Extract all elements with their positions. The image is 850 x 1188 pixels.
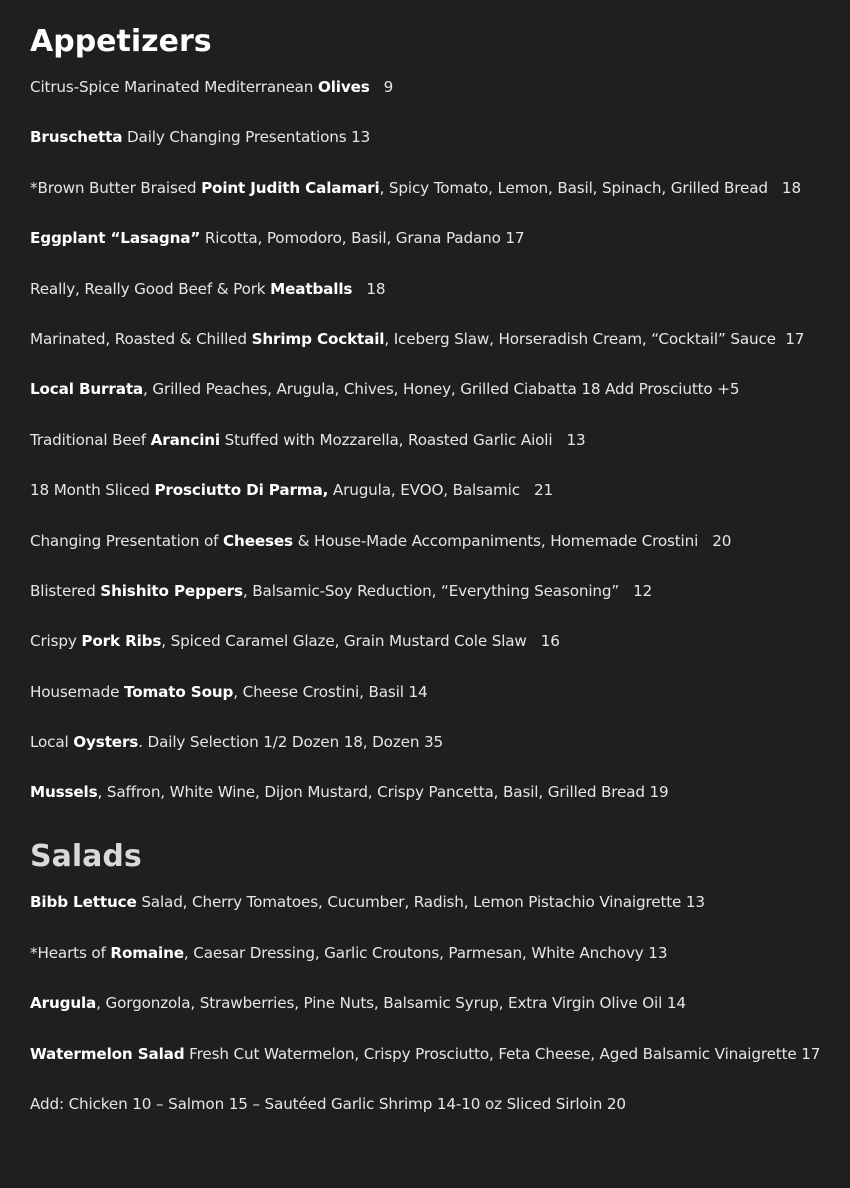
menu-item-description: , Iceberg Slaw, Horseradish Cream, “Cocktail” Sauce 17 [384,329,805,348]
menu-item-name: Shrimp Cocktail [251,329,385,348]
menu-item-name: Arugula [30,994,97,1013]
menu-item-name: Shishito Peppers [100,581,243,600]
menu-item-description: Fresh Cut Watermelon, Crispy Prosciutto, Feta Cheese, Aged Balsamic Vinaigrette 17 [184,1044,821,1063]
menu-item-name: Pork Ribs [81,632,162,651]
menu-item-prefix: Add: Chicken 10 – Salmon 15 – Sautéed Garlic Shrimp 14-10 oz Sliced Sirloin 20 [30,1095,626,1114]
menu-item-description: Daily Changing Presentations 13 [122,128,371,147]
menu-item-name: Oysters [73,733,139,752]
menu-item-name: Tomato Soup [124,682,234,701]
menu-item-name: Watermelon Salad [30,1044,185,1063]
menu-item-prefix: Marinated, Roasted & Chilled [30,329,252,348]
menu-item-prefix: Really, Really Good Beef & Pork [30,279,271,298]
menu-item-description: , Spicy Tomato, Lemon, Basil, Spinach, Grilled Bread 18 [379,178,801,197]
menu-item-name: Bruschetta [30,128,123,147]
menu-item-name: Point Judith Calamari [201,178,380,197]
menu-item [30,631,820,651]
menu-item-prefix: *Hearts of [30,943,111,962]
menu-item-description: & House-Made Accompaniments, Homemade Crostini 20 [292,531,732,550]
menu-item [30,329,820,349]
menu-item [30,1044,820,1064]
menu-item-description: Salad, Cherry Tomatoes, Cucumber, Radish, Lemon Pistachio Vinaigrette 13 [136,893,705,912]
menu-item [30,993,820,1013]
menu-item-prefix: *Brown Butter Braised [30,178,202,197]
menu-item [30,480,820,500]
menu-item-description: , Balsamic-Soy Reduction, “Everything Seasoning” 12 [242,581,653,600]
menu-item-prefix: Citrus-Spice Marinated Mediterranean [30,78,318,96]
menu-item-prefix: Housemade [30,682,125,701]
menu-item [30,943,820,963]
menu-item-name: Olives [317,78,370,96]
salads-heading: Salads [30,839,142,875]
menu-item-name: Cheeses [223,531,293,550]
menu-item [30,682,820,702]
menu-item-name: Arancini [150,430,220,449]
menu-item-description: Stuffed with Mozzarella, Roasted Garlic Aioli 13 [219,430,586,449]
menu-item-description: , Grilled Peaches, Arugula, Chives, Honey, Grilled Ciabatta 18 Add Prosciutto +5 [143,380,740,399]
menu-item [30,1094,820,1114]
menu-item-description: , Caesar Dressing, Garlic Croutons, Parmesan, White Anchovy 13 [183,943,668,962]
menu-item-prefix: Crispy [30,632,82,651]
menu-item-name: Prosciutto Di Parma, [154,481,329,500]
menu-item [30,732,820,752]
menu-item [30,127,820,147]
menu-item-description: 18 [352,279,386,298]
menu-item [30,782,820,802]
menu-item-prefix: 18 Month Sliced [30,481,155,500]
menu-item-name: Bibb Lettuce [30,893,137,912]
menu-item [30,228,820,248]
menu-item-prefix: Traditional Beef [30,430,151,449]
menu-item [30,77,820,97]
menu-item-description: Ricotta, Pomodoro, Basil, Grana Padano 17 [200,229,525,248]
menu-item-description: 9 [369,78,394,96]
menu-item-description: Arugula, EVOO, Balsamic 21 [328,481,554,500]
menu-item [30,178,820,198]
menu-item-prefix: Blistered [30,581,101,600]
menu-item-prefix: Local [30,733,74,752]
menu-item-description: . Daily Selection 1/2 Dozen 18, Dozen 35 [138,733,444,752]
menu-item-name: Eggplant “Lasagna” [30,229,201,248]
menu-item-name: Local Burrata [30,380,144,399]
menu-item [30,279,820,299]
menu-item-prefix: Changing Presentation of [30,531,224,550]
menu-item [30,892,820,912]
menu-item-name: Mussels [30,783,98,802]
appetizers-list [30,77,820,802]
menu-item [30,581,820,601]
menu-item [30,430,820,450]
menu-item-name: Meatballs [270,279,353,298]
menu-item-description: , Cheese Crostini, Basil 14 [233,682,428,701]
menu-item-description: , Saffron, White Wine, Dijon Mustard, Crispy Pancetta, Basil, Grilled Bread 19 [97,783,669,802]
menu-item-name: Romaine [110,943,184,962]
menu-item-description: , Gorgonzola, Strawberries, Pine Nuts, Balsamic Syrup, Extra Virgin Olive Oil 14 [96,994,686,1013]
menu-item-description: , Spiced Caramel Glaze, Grain Mustard Cole Slaw 16 [161,632,560,651]
appetizers-heading: Appetizers [30,24,212,59]
menu-item [30,531,820,551]
menu-item [30,379,820,399]
salads-list [30,892,820,1114]
